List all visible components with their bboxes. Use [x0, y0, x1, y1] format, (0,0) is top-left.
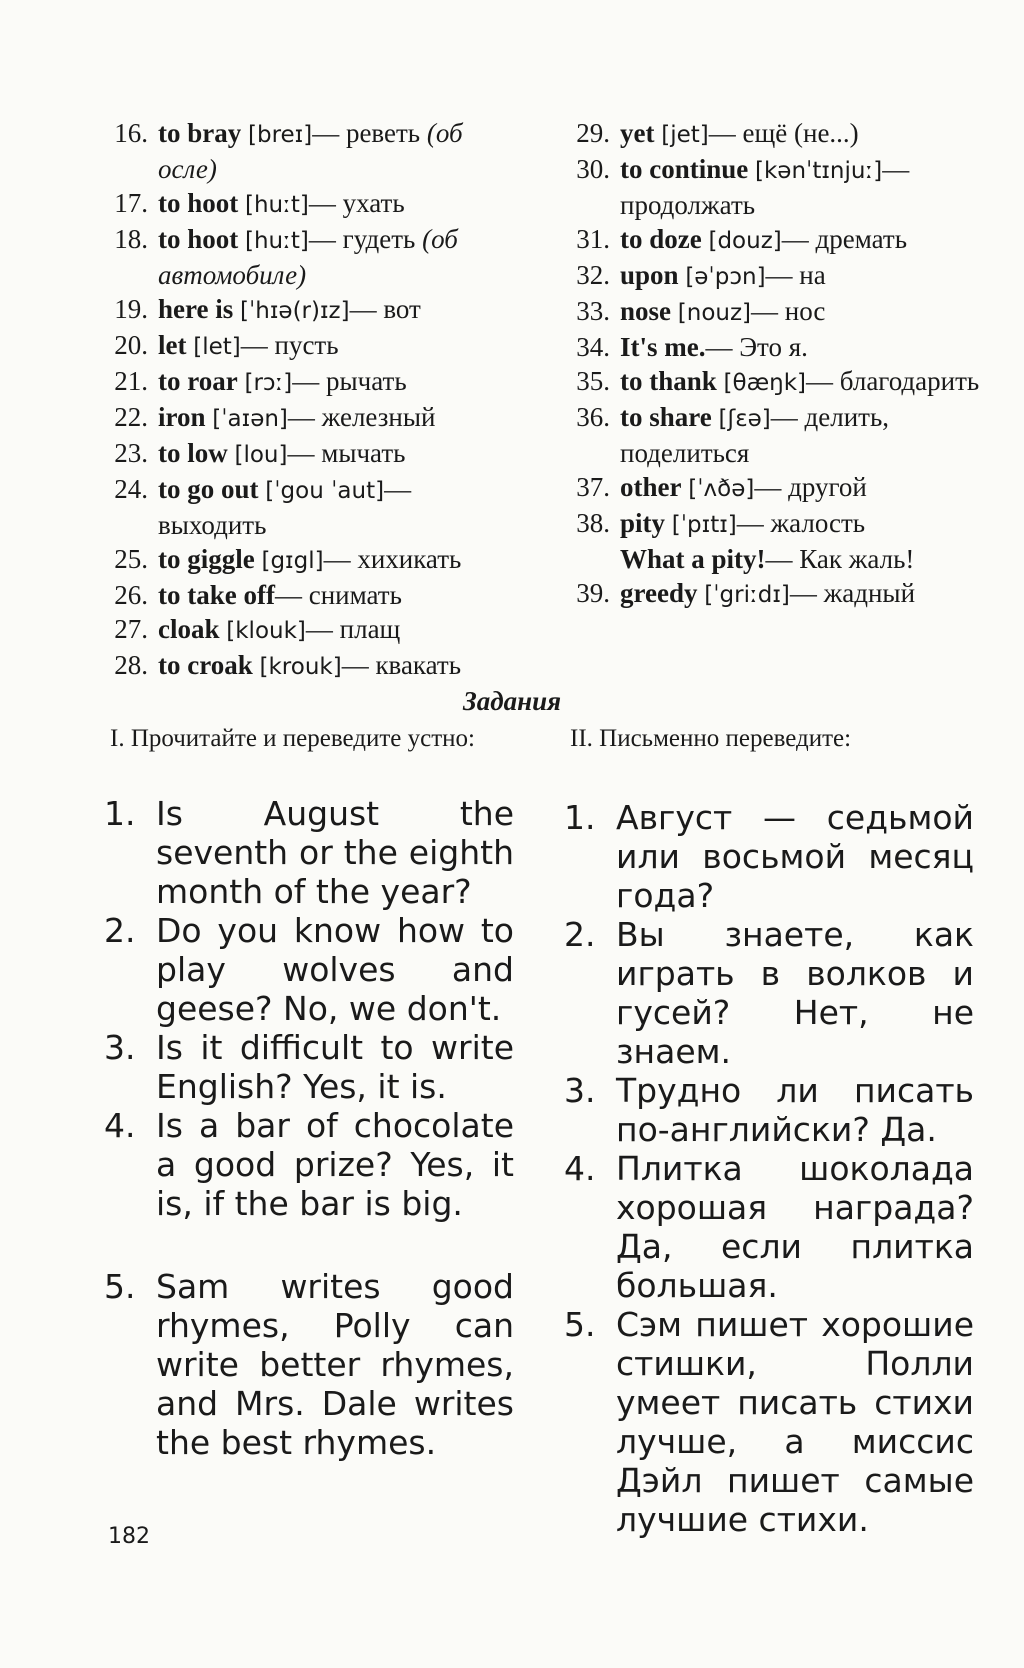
vocab-word: here is — [158, 294, 234, 324]
vocab-entry: 32. upon [əˈpɔn]— на — [576, 260, 826, 290]
vocab-translation: — ухать — [308, 188, 405, 218]
vocab-subentry — [568, 542, 988, 576]
vocab-entry: 28. to croak [krouk]— квакать — [114, 650, 462, 680]
vocab-translation: — жадный — [789, 578, 916, 608]
exercise-item: 2. Do you know how to play wolves and geese? No, we don't. — [104, 911, 514, 1028]
vocab-transcription: [huːt] — [245, 192, 309, 218]
vocab-translation: — плащ — [305, 614, 401, 644]
vocab-entry: 21. to roar [rɔː]— рычать — [114, 366, 407, 396]
vocab-entry: 38. pity [ˈpɪtɪ]— жалость — [576, 508, 866, 538]
vocab-word: yet — [620, 118, 655, 148]
vocab-translation: — ещё (не...) — [708, 118, 859, 148]
vocab-translation: — жалость — [736, 508, 866, 538]
vocab-entry: 20. let [let]— пусть — [114, 330, 339, 360]
vocab-entry: 33. nose [nouz]— нос — [576, 296, 826, 326]
vocab-entry: 37. other [ˈʌðə]— другой — [576, 472, 867, 502]
vocab-translation: — железный — [287, 402, 436, 432]
vocab-entry: 22. iron [ˈaɪən]— железный — [114, 402, 436, 432]
task-heading-oral: I. Прочитайте и переведите устно: — [110, 725, 476, 752]
vocab-translation: — благодарить — [806, 366, 980, 396]
vocab-translation: — продолжать — [620, 154, 910, 220]
vocab-entry: 19. here is [ˈhɪə(r)ɪz]— вот — [114, 294, 421, 324]
vocab-entry: 39. greedy [ˈgriːdɪ]— жадный — [576, 578, 916, 608]
vocab-entry: 31. to doze [douz]— дремать — [576, 224, 908, 254]
vocab-translation: — Это я. — [705, 332, 808, 362]
vocab-translation: — хихикать — [323, 544, 462, 574]
vocab-word: upon — [620, 260, 679, 290]
exercise-item: 5. Sam writes good rhymes, Polly can write better rhymes, and Mrs. Dale writes the best rhymes. — [104, 1267, 514, 1462]
vocab-entry: 17. to hoot [huːt]— ухать — [114, 188, 405, 218]
vocab-note: (об автомобиле) — [158, 224, 458, 290]
vocab-transcription: [nouz] — [677, 300, 752, 326]
vocab-transcription: [klouk] — [226, 618, 306, 644]
vocab-entry: 25. to giggle [gɪgl]— хихикать — [114, 544, 462, 574]
vocabulary-list-right — [568, 116, 988, 612]
exercises-english — [104, 794, 514, 1462]
tasks-title: Задания — [462, 686, 562, 716]
vocab-word: nose — [620, 296, 672, 326]
vocab-transcription: [θæŋk] — [723, 370, 807, 396]
vocab-entry: 18. to hoot [huːt]— гудеть (об автомобиле) — [114, 224, 458, 290]
vocab-word: to hoot — [158, 224, 239, 254]
vocab-transcription: [ˈaɪən] — [212, 406, 288, 432]
vocab-entry: 16. to bray [breɪ]— реветь (об осле) — [114, 118, 463, 184]
vocab-word: pity — [620, 508, 666, 538]
exercise-item: 4. Плитка шоколада хорошая награда? Да, если плитка большая. — [564, 1149, 974, 1305]
vocab-transcription: [ˈgou ˈaut] — [265, 478, 385, 504]
vocab-transcription: [huːt] — [245, 228, 309, 254]
vocab-word: to giggle — [158, 544, 255, 574]
vocab-word: to thank — [620, 366, 717, 396]
exercise-item: 5. Сэм пишет хорошие стишки, Полли умеет писать стихи лучше, а миссис Дэйл пишет самые лучшие стихи. — [564, 1305, 974, 1539]
vocab-transcription: [ˈʌðə] — [688, 476, 755, 502]
vocab-translation: — делить, поделиться — [620, 402, 890, 468]
vocab-transcription: [krouk] — [259, 654, 342, 680]
vocab-translation: — гудеть — [308, 224, 416, 254]
vocabulary-list-left — [106, 116, 526, 684]
vocab-translation: — на — [765, 260, 826, 290]
vocab-transcription: [ˈhɪə(r)ɪz] — [240, 298, 350, 324]
vocab-word: cloak — [158, 614, 220, 644]
vocab-translation: — снимать — [274, 580, 402, 610]
vocab-entry: 30. to continue [kənˈtɪnjuː]— продолжать — [576, 154, 910, 220]
vocab-transcription: [ʃɛə] — [718, 406, 771, 432]
vocab-entry: 34. It's me.— Это я. — [576, 332, 808, 362]
vocab-transcription: [kənˈtɪnjuː] — [755, 158, 883, 184]
vocab-word: to go out — [158, 474, 259, 504]
vocab-translation: — квакать — [341, 650, 462, 680]
vocab-translation: — другой — [754, 472, 867, 502]
vocab-entry: 29. yet [jet]— ещё (не...) — [576, 118, 859, 148]
vocab-translation: — реветь — [312, 118, 421, 148]
vocab-entry: 27. cloak [klouk]— плащ — [114, 614, 401, 644]
vocab-transcription: [douz] — [708, 228, 782, 254]
vocab-transcription: [breɪ] — [248, 122, 313, 148]
vocab-translation: — нос — [751, 296, 826, 326]
vocab-word: iron — [158, 402, 206, 432]
vocab-word: to bray — [158, 118, 242, 148]
vocab-transcription: [lou] — [234, 442, 288, 468]
exercise-item: 3. Трудно ли писать по-английски? Да. — [564, 1071, 974, 1149]
vocab-word: to continue — [620, 154, 749, 184]
vocab-transcription: [əˈpɔn] — [685, 264, 766, 290]
exercise-item: 2. Вы знаете, как играть в волков и гусей? Нет, не знаем. — [564, 915, 974, 1071]
vocab-word: to take off — [158, 580, 275, 610]
vocab-transcription: [let] — [193, 334, 241, 360]
vocab-transcription: [gɪgl] — [261, 548, 324, 574]
page-number: 182 — [108, 1524, 150, 1549]
exercise-item: 1. Is August the seventh or the eighth month of the year? — [104, 794, 514, 911]
vocab-entry: 36. to share [ʃɛə]— делить, поделиться — [576, 402, 890, 468]
vocab-word: What a pity! — [620, 544, 766, 574]
vocab-transcription: [ˈpɪtɪ] — [671, 512, 737, 538]
vocab-entry: 23. to low [lou]— мычать — [114, 438, 406, 468]
vocab-translation: — пусть — [240, 330, 339, 360]
vocab-transcription: [jet] — [661, 122, 709, 148]
task-heading-written: II. Письменно переведите: — [570, 725, 852, 752]
spacer — [104, 1223, 514, 1267]
vocab-entry: 24. to go out [ˈgou ˈaut]— выходить — [114, 474, 412, 540]
exercise-item: 4. Is a bar of chocolate a good prize? Yes, it is, if the bar is big. — [104, 1106, 514, 1223]
vocab-note: (об осле) — [158, 118, 463, 184]
vocab-translation: — дремать — [781, 224, 908, 254]
vocab-word: to low — [158, 438, 228, 468]
vocab-translation: — выходить — [158, 474, 412, 540]
vocab-translation: — вот — [349, 294, 421, 324]
exercise-item: 3. Is it difficult to write English? Yes, it is. — [104, 1028, 514, 1106]
vocab-translation: — мычать — [287, 438, 406, 468]
exercise-item: 1. Август — седьмой или восьмой месяц года? — [564, 798, 974, 915]
vocab-translation: — рычать — [292, 366, 407, 396]
vocab-entry: 26. to take off— снимать — [114, 580, 402, 610]
vocab-word: to doze — [620, 224, 702, 254]
vocab-entry: 35. to thank [θæŋk]— благодарить — [576, 366, 980, 396]
vocab-word: let — [158, 330, 187, 360]
vocab-word: It's me. — [620, 332, 706, 362]
vocab-word: to share — [620, 402, 712, 432]
vocab-transcription: [ˈgriːdɪ] — [704, 582, 790, 608]
vocab-word: to croak — [158, 650, 253, 680]
vocab-translation: — Как жаль! — [765, 544, 915, 574]
exercises-russian — [564, 798, 974, 1539]
vocab-word: greedy — [620, 578, 698, 608]
vocab-transcription: [rɔː] — [244, 370, 293, 396]
vocab-word: other — [620, 472, 682, 502]
vocab-word: to hoot — [158, 188, 239, 218]
vocab-word: to roar — [158, 366, 238, 396]
